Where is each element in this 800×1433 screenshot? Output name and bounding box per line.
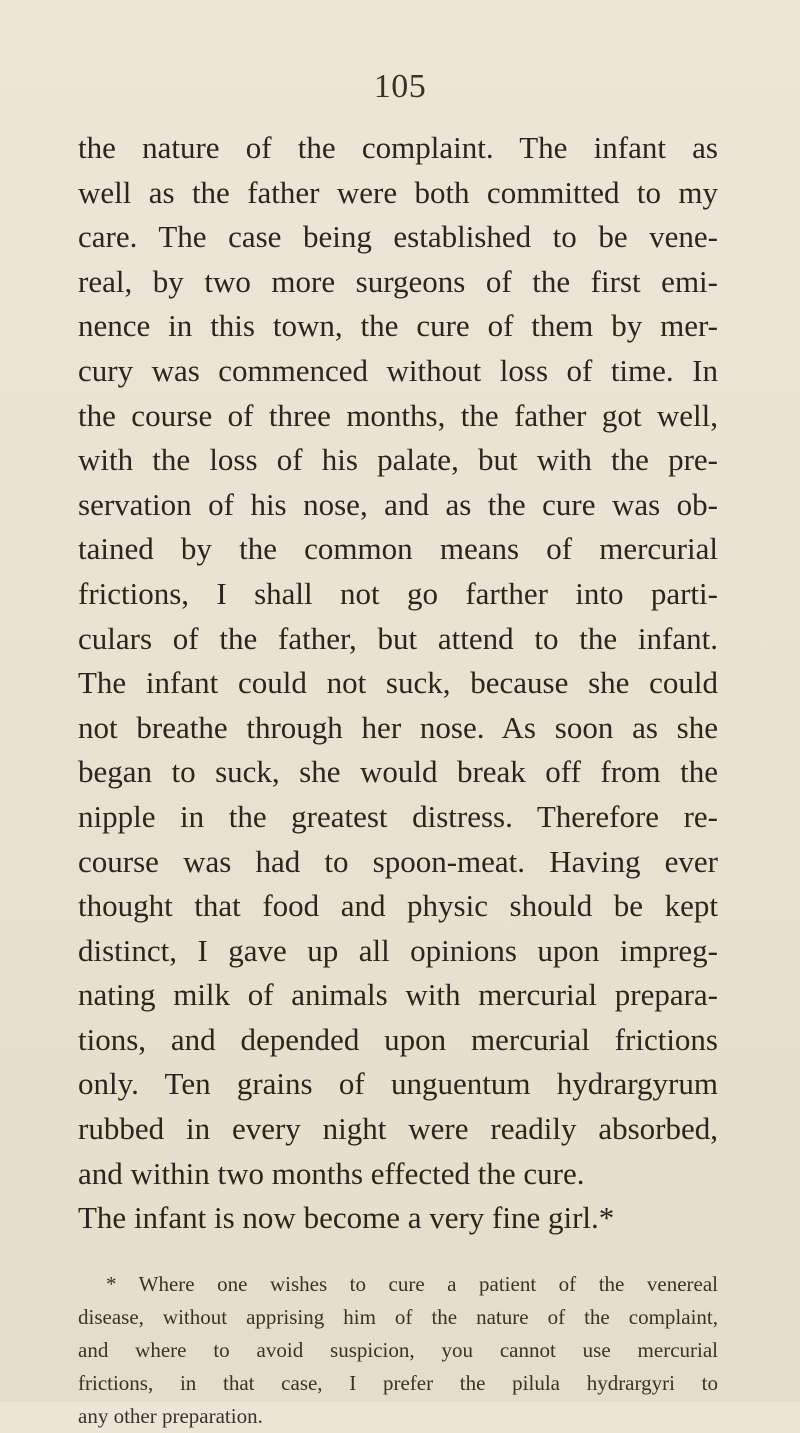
page-number: 105 — [373, 68, 427, 105]
text-line: and within two months effected the cure. — [78, 1155, 585, 1191]
footnote-line: * Where one wishes to cure a patient of the venereal — [106, 1272, 718, 1296]
text-line: thought that food and physic should be kept — [78, 888, 718, 924]
text-line: with the loss of his palate, but with the pre- — [78, 442, 718, 478]
text-line: began to suck, she would break off from the — [78, 754, 718, 790]
text-line: servation of his nose, and as the cure was ob- — [78, 486, 718, 522]
text-line: cury was commenced without loss of time. In — [78, 352, 718, 388]
text-line: nating milk of animals with mercurial prepara- — [78, 977, 718, 1013]
text-line: frictions, I shall not go farther into parti- — [78, 575, 718, 611]
footnote-line: disease, without apprising him of the nature of the complaint, — [78, 1305, 718, 1329]
text-line: tained by the common means of mercurial — [78, 531, 718, 567]
footnote-line: frictions, in that case, I prefer the pilula hydrargyri to — [78, 1371, 718, 1395]
text-line: distinct, I gave up all opinions upon impreg- — [78, 932, 718, 968]
text-line: culars of the father, but attend to the infant. — [78, 620, 718, 656]
text-line: rubbed in every night were readily absorbed, — [78, 1111, 718, 1147]
text-line: course was had to spoon-meat. Having ever — [78, 843, 718, 879]
text-line: the course of three months, the father got well, — [78, 397, 718, 433]
text-line: care. The case being established to be vene- — [78, 219, 718, 255]
text-line: nipple in the greatest distress. Therefore re- — [78, 798, 718, 834]
text-line: the nature of the complaint. The infant as — [78, 130, 718, 165]
body-text — [78, 126, 718, 1241]
text-line: real, by two more surgeons of the first emi- — [78, 263, 718, 299]
text-line: The infant is now become a very fine girl.* — [78, 1200, 615, 1236]
footnote — [78, 1268, 718, 1433]
text-line: only. Ten grains of unguentum hydrargyrum — [78, 1066, 718, 1102]
footnote-line: any other preparation. — [78, 1404, 263, 1428]
text-line: tions, and depended upon mercurial frictions — [78, 1021, 718, 1057]
footnote-line: and where to avoid suspicion, you cannot use mercurial — [78, 1338, 718, 1362]
text-line: well as the father were both committed to my — [78, 174, 718, 210]
text-line: nence in this town, the cure of them by mer- — [78, 308, 718, 344]
text-line: not breathe through her nose. As soon as she — [78, 709, 718, 745]
text-line: The infant could not suck, because she could — [78, 665, 718, 701]
